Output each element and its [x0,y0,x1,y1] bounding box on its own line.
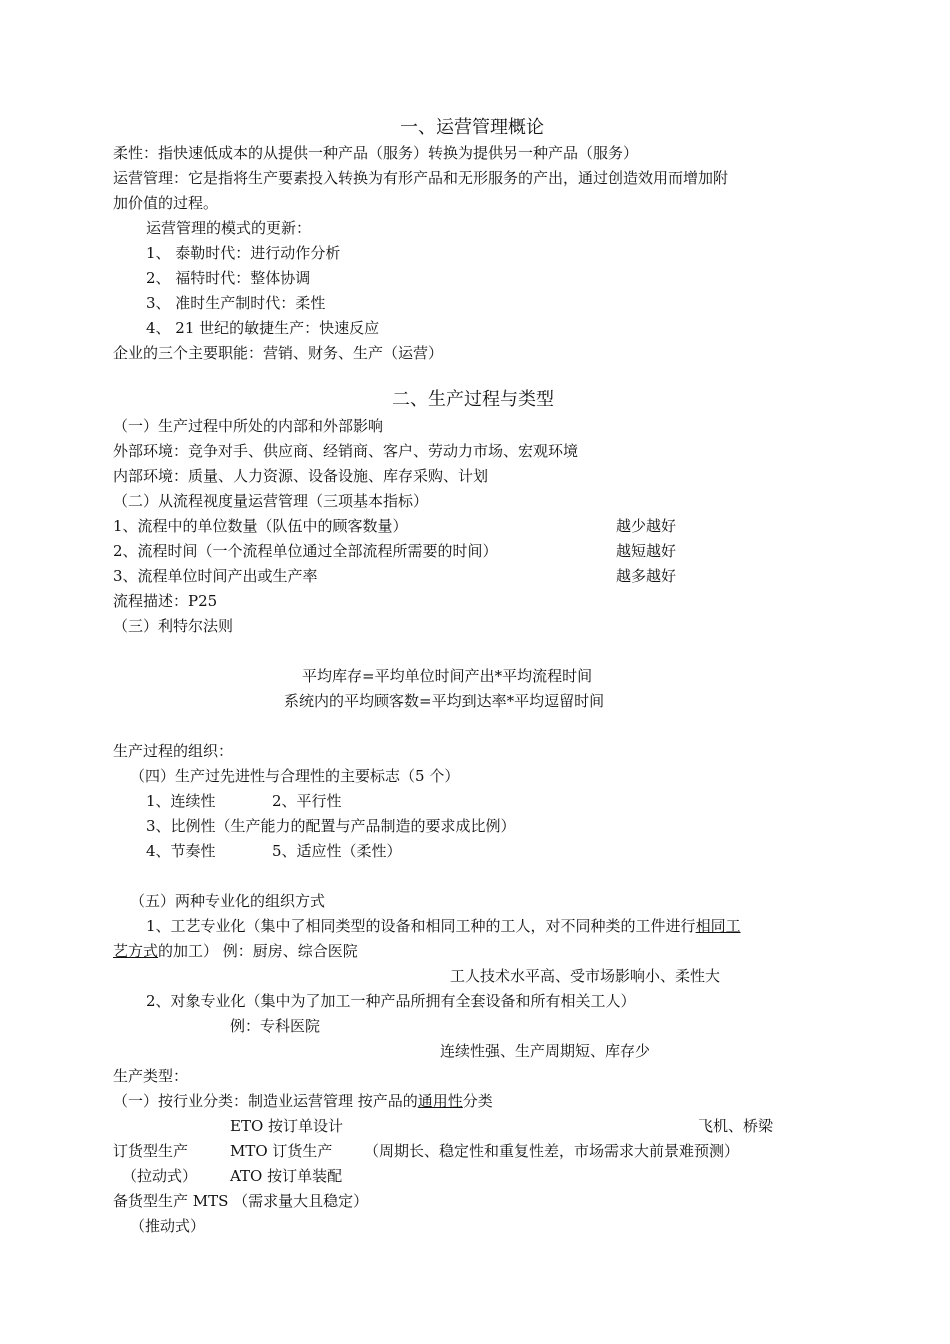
sign-item: 4、节奏性 [146,842,216,860]
metric-note: 越多越好 [616,567,677,585]
om-definition-line-1: 运营管理：它是指将生产要素投入转换为有形产品和无形服务的产出，通过创造效用而增加附 [113,169,729,187]
mode-item: 3、 准时生产制时代：柔性 [146,294,326,312]
subheading-4: （四）生产过先进性与合理性的主要标志（5 个） [130,767,460,785]
metric-label: 3、流程单位时间产出或生产率 [113,567,318,585]
metric-note: 越少越好 [616,517,677,535]
subheading-1: （一）生产过程中所处的内部和外部影响 [113,417,384,435]
process-specialization-line-2 [113,941,358,961]
object-specialization: 2、对象专业化（集中为了加工一种产品所拥有全套设备和所有相关工人） [146,992,636,1010]
production-types-heading: 生产类型： [113,1067,189,1085]
mode-item: 4、 21 世纪的敏捷生产：快速反应 [146,319,380,337]
metric-note: 越短越好 [616,542,677,560]
littles-law-formula-2: 系统内的平均顾客数=平均到达率*平均逗留时间 [284,692,605,710]
flexibility-definition: 柔性：指快速低成本的从提供一种产品（服务）转换为提供另一种产品（服务） [113,144,639,162]
object-specialization-traits: 连续性强、生产周期短、库存少 [440,1042,651,1060]
text-run: 1、工艺专业化（集中了相同类型的设备和相同工种的工人，对不同种类的工件进行 [146,917,696,935]
process-organization: 生产过程的组织： [113,742,234,760]
eto-example: 飞机、桥梁 [698,1117,774,1135]
sign-item: 2、平行性 [272,792,342,810]
underlined-text: 相同工 [695,917,741,935]
mode-item: 1、 泰勒时代：进行动作分析 [146,244,341,262]
internal-environment: 内部环境：质量、人力资源、设备设施、库存采购、计划 [113,467,489,485]
mode-item: 2、 福特时代：整体协调 [146,269,311,287]
metric-label: 1、流程中的单位数量（队伍中的顾客数量） [113,517,408,535]
flow-description: 流程描述：P25 [113,592,218,610]
text-run: 分类 [462,1092,493,1110]
pull-label: （拉动式） [122,1167,198,1185]
make-to-stock-line: 备货型生产 MTS （需求量大且稳定） [113,1192,369,1210]
eto-item: ETO 按订单设计 [230,1117,344,1135]
metric-label: 2、流程时间（一个流程单位通过全部流程所需要的时间） [113,542,498,560]
sign-item: 1、连续性 [146,792,216,810]
mto-note: （周期长、稳定性和重复性差，市场需求大前景难预测） [364,1142,740,1160]
ato-item: ATO 按订单装配 [230,1167,343,1185]
subheading-5: （五）两种专业化的组织方式 [130,892,326,910]
section-1-title: 一、运营管理概论 [400,117,544,138]
modes-heading: 运营管理的模式的更新： [146,219,312,237]
make-to-order-label: 订货型生产 [113,1142,189,1160]
mto-item: MTO 订货生产 [230,1142,333,1160]
process-specialization-traits: 工人技术水平高、受市场影响小、柔性大 [450,967,721,985]
underlined-text: 通用性 [417,1092,463,1110]
push-label: （推动式） [130,1217,206,1235]
object-specialization-example: 例：专科医院 [230,1017,321,1035]
process-specialization-line-1 [146,916,741,936]
subheading-2: （二）从流程视度量运营管理（三项基本指标） [113,492,429,510]
section-2-title: 二、生产过程与类型 [392,389,554,410]
om-definition-line-2: 加价值的过程。 [113,194,219,212]
enterprise-functions: 企业的三个主要职能：营销、财务、生产（运营） [113,344,444,362]
text-run: 的加工） 例：厨房、综合医院 [158,942,358,960]
subheading-3: （三）利特尔法则 [113,617,234,635]
sign-item: 5、适应性（柔性） [272,842,402,860]
sign-item: 3、比例性（生产能力的配置与产品制造的要求成比例） [146,817,516,835]
external-environment: 外部环境：竞争对手、供应商、经销商、客户、劳动力市场、宏观环境 [113,442,579,460]
underlined-text: 艺方式 [113,942,159,960]
text-run: （一）按行业分类：制造业运营管理 按产品的 [113,1092,418,1110]
littles-law-formula-1: 平均库存=平均单位时间产出*平均流程时间 [302,667,593,685]
production-types-subheading [113,1091,493,1111]
